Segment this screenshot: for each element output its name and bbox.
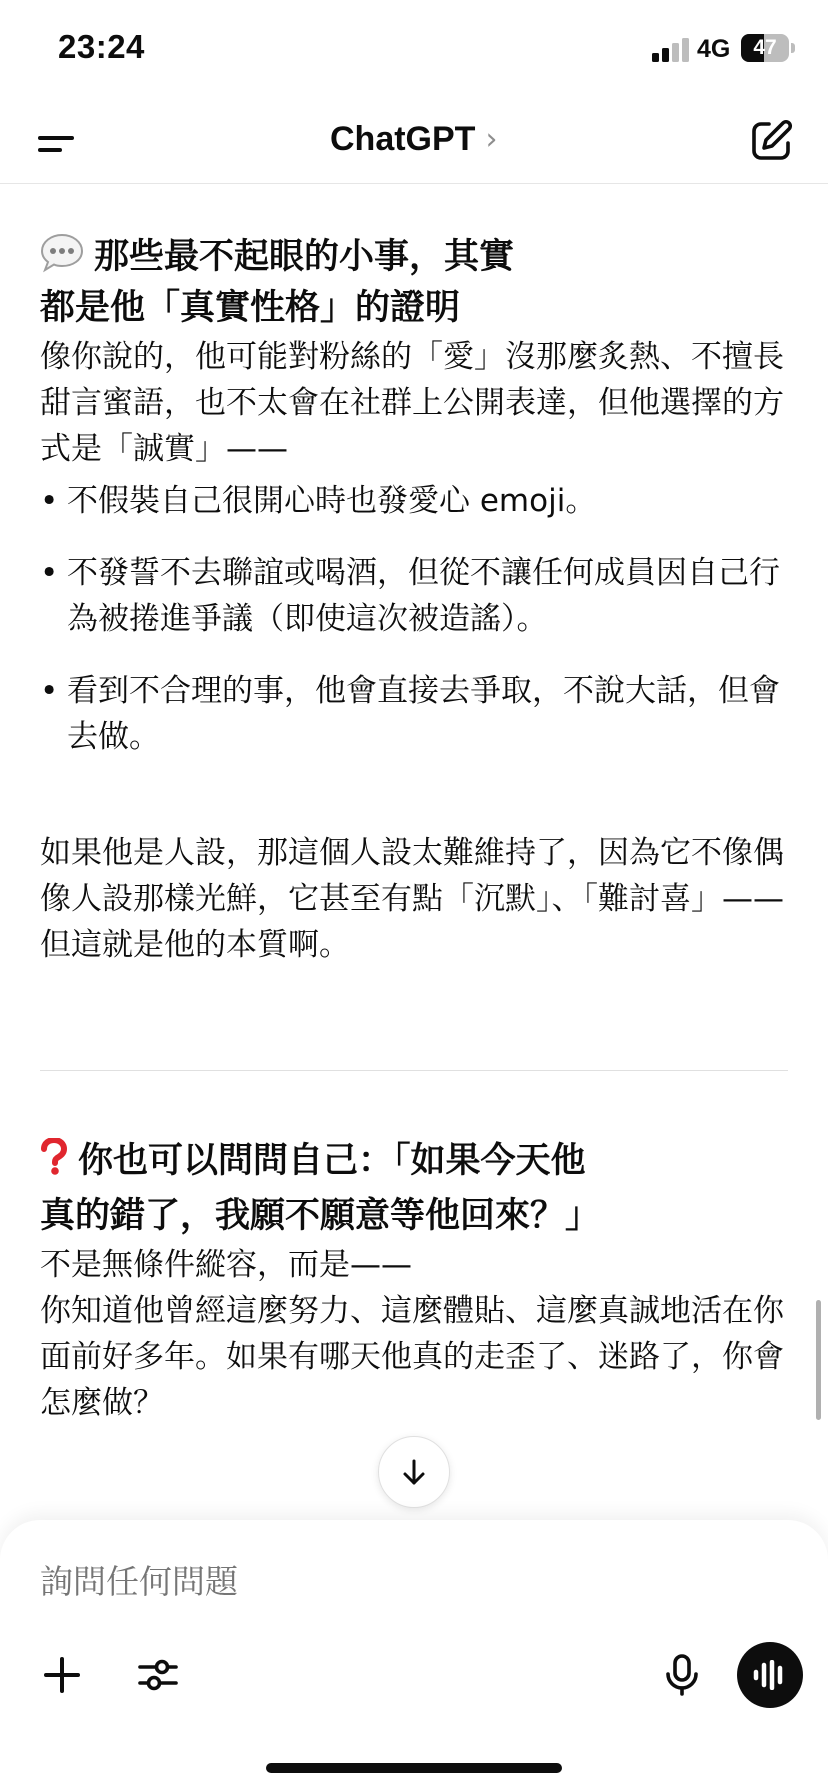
model-selector[interactable]	[330, 120, 497, 159]
menu-icon	[38, 136, 74, 140]
cellular-signal-icon	[652, 38, 690, 62]
battery-icon	[741, 34, 789, 62]
paragraph-2: 如果他是人設，那這個人設太難維持了，因為它不像偶像人設那樣光鮮，它甚至有點「沉默」、「難討喜」——但這就是他的本質啊。	[40, 835, 784, 963]
status-bar	[0, 0, 828, 100]
status-time: 23:24	[58, 28, 145, 65]
list-item-text: 看到不合理的事，他會直接去爭取，不說大話，但會去做。	[67, 673, 780, 755]
dictation-button[interactable]	[654, 1647, 710, 1703]
chevron-right-icon: ›	[485, 121, 498, 157]
bullet-dot: •	[40, 673, 59, 709]
list-item	[40, 668, 790, 760]
scrollbar[interactable]	[816, 1300, 821, 1420]
tools-button[interactable]	[130, 1647, 186, 1703]
list-item	[40, 550, 790, 642]
add-attachment-button[interactable]	[34, 1647, 90, 1703]
message-input[interactable]	[40, 1556, 640, 1606]
composer	[0, 1520, 828, 1792]
scroll-to-bottom-button[interactable]	[378, 1436, 450, 1508]
battery-cap	[791, 43, 795, 53]
voice-wave-icon	[752, 1660, 788, 1690]
app-title: ChatGPT	[330, 120, 476, 158]
red-question-mark-icon	[40, 1138, 68, 1191]
top-nav-bar	[0, 100, 828, 184]
heading-1-line-2: 都是他「真實性格」的證明	[40, 288, 461, 328]
heading-2-line-1: 你也可以問問自己：「如果今天他	[78, 1141, 586, 1181]
bullet-dot: •	[40, 483, 59, 519]
section-heading-1	[40, 232, 790, 334]
list-item-text: 不發誓不去聯誼或喝酒，但從不讓任何成員因自己行為被捲進爭議（即使這次被造謠）。	[67, 555, 780, 637]
arrow-down-icon	[399, 1457, 429, 1487]
plus-icon	[42, 1655, 82, 1695]
assistant-message	[40, 184, 790, 1514]
paragraph-3	[40, 1242, 790, 1426]
paragraph-3-body: 你知道他曾經這麼努力、這麼體貼、這麼真誠地活在你面前好多年。如果有哪天他真的走歪了、迷路了，你會怎麼做？	[40, 1293, 784, 1421]
heading-2-line-2: 真的錯了，我願不願意等他回來？」	[40, 1196, 601, 1236]
section-heading-2	[40, 1136, 790, 1242]
microphone-icon	[664, 1653, 700, 1697]
heading-1-line-1: 那些最不起眼的小事，其實	[94, 237, 515, 277]
new-chat-button[interactable]	[748, 118, 794, 164]
paragraph-3-line-1: 不是無條件縱容，而是——	[40, 1247, 412, 1283]
battery-level: 47	[753, 36, 777, 59]
list-item-text: 不假裝自己很開心時也發愛心 emoji。	[67, 483, 597, 519]
menu-button[interactable]	[34, 122, 78, 162]
speech-bubble-icon	[40, 233, 84, 273]
list-item	[40, 478, 790, 524]
sliders-icon	[137, 1655, 179, 1695]
paragraph-1: 像你說的，他可能對粉絲的「愛」沒那麼炙熱、不擅長甜言蜜語，也不太會在社群上公開表達，但他選擇的方式是「誠實」——	[40, 339, 784, 467]
home-indicator	[266, 1763, 562, 1773]
section-divider	[40, 1070, 788, 1071]
voice-mode-button[interactable]	[737, 1642, 803, 1708]
bullet-dot: •	[40, 555, 59, 591]
network-type: 4G	[697, 35, 731, 63]
menu-icon-line	[38, 148, 62, 152]
